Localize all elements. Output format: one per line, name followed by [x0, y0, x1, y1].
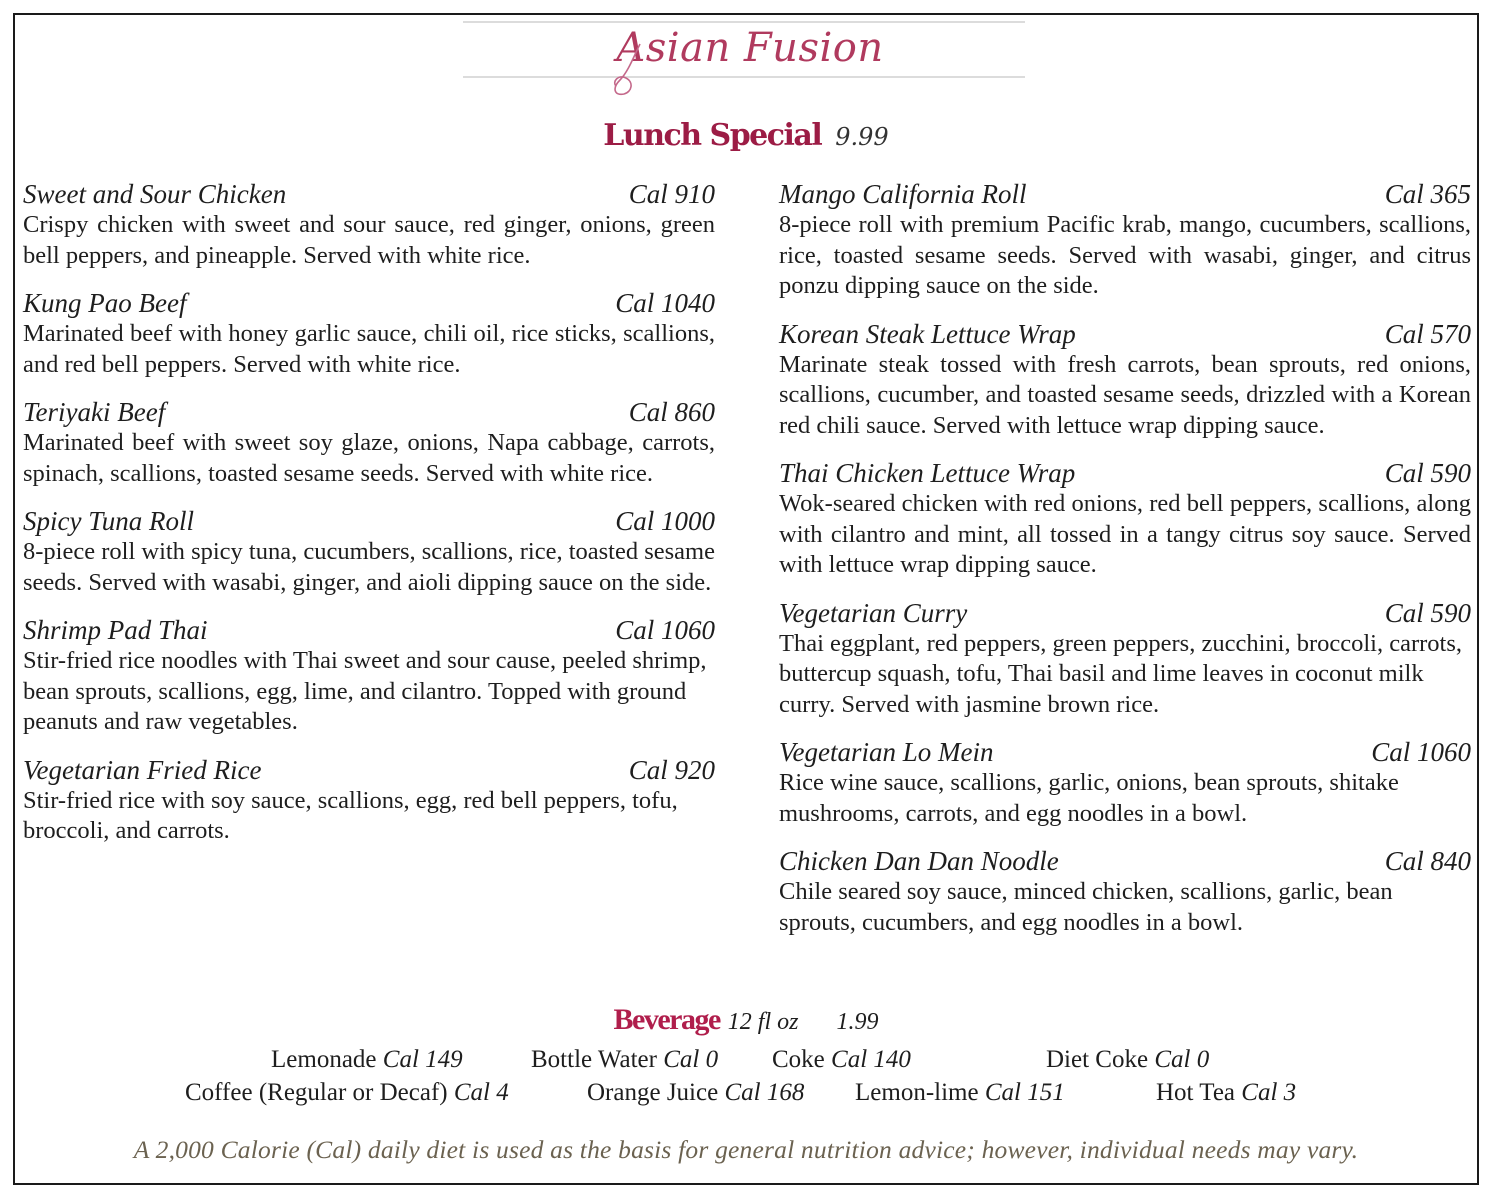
item-name: Shrimp Pad Thai	[23, 615, 208, 645]
beverage-name: Coke	[772, 1046, 825, 1073]
decorative-swirl-icon	[610, 36, 650, 96]
item-calories: Cal 590	[1384, 597, 1471, 628]
menu-item	[23, 505, 715, 598]
item-description: Wok-seared chicken with red onions, red bell peppers, scallions, along with cilantro and mint, all tossed in a tangy citrus soy sauce. Served with lettuce wrap dipping sauce.	[779, 490, 1471, 578]
beverage-name: Hot Tea	[1156, 1079, 1236, 1106]
menu-item	[23, 178, 715, 271]
menu-item	[23, 614, 715, 738]
item-name: Vegetarian Lo Mein	[779, 737, 994, 767]
beverage-name: Orange Juice	[587, 1079, 719, 1106]
item-name: Vegetarian Curry	[779, 597, 968, 628]
item-name: Chicken Dan Dan Noodle	[779, 846, 1059, 876]
menu-column-left	[23, 178, 715, 863]
item-name: Thai Chicken Lettuce Wrap	[779, 458, 1076, 488]
beverage-row-1	[0, 1044, 1492, 1076]
item-name: Korean Steak Lettuce Wrap	[779, 318, 1076, 349]
beverage-size: 12 fl oz	[727, 1009, 799, 1035]
item-calories: Cal 920	[628, 754, 715, 785]
item-description: Marinated beef with sweet soy glaze, onions, Napa cabbage, carrots, spinach, scallions, toasted sesame seeds. Served with white rice.	[23, 429, 715, 487]
menu-item	[779, 736, 1471, 829]
beverage-row-2	[0, 1077, 1492, 1109]
item-name: Teriyaki Beef	[23, 397, 166, 427]
item-description: Thai eggplant, red peppers, green peppers, zucchini, broccoli, carrots, buttercup squash, tofu, Thai basil and lime leaves in coconut milk curry. Served with jasmine brown rice.	[779, 629, 1462, 718]
item-name: Spicy Tuna Roll	[23, 506, 194, 536]
item-calories: Cal 910	[628, 179, 715, 209]
item-name: Sweet and Sour Chicken	[23, 179, 287, 209]
item-calories: Cal 1040	[615, 288, 715, 318]
item-calories: Cal 570	[1384, 318, 1471, 349]
item-calories: Cal 1060	[615, 615, 715, 645]
menu-column-right	[779, 178, 1471, 954]
beverage-label: Beverage	[613, 1003, 720, 1036]
menu-title-text: Asian Fusion	[616, 25, 884, 71]
beverage-item	[1046, 1044, 1209, 1076]
menu-item	[779, 178, 1471, 302]
menu-item	[779, 457, 1471, 581]
menu-item	[23, 396, 715, 489]
lunch-special-label: Lunch Special	[603, 118, 822, 153]
menu-title	[600, 22, 900, 74]
beverage-calories: Cal 140	[831, 1046, 911, 1073]
beverage-item	[531, 1044, 718, 1076]
item-name: Vegetarian Fried Rice	[23, 754, 262, 785]
item-description: 8-piece roll with spicy tuna, cucumbers, scallions, rice, toasted sesame seeds. Served with wasabi, ginger, and aioli dipping sauce on the side.	[23, 538, 715, 596]
beverage-calories: Cal 168	[724, 1079, 805, 1106]
beverage-item	[185, 1077, 509, 1109]
item-description: Chile seared soy sauce, minced chicken, scallions, garlic, bean sprouts, cucumbers, and egg noodles in a bowl.	[779, 878, 1393, 936]
beverage-calories: Cal 4	[453, 1079, 509, 1106]
item-calories: Cal 1060	[1371, 737, 1471, 767]
menu-item	[779, 845, 1471, 938]
beverage-calories: Cal 0	[1154, 1046, 1210, 1073]
item-description: Rice wine sauce, scallions, garlic, onions, bean sprouts, shitake mushrooms, carrots, and egg noodles in a bowl.	[779, 769, 1399, 827]
beverage-name: Lemonade	[271, 1046, 377, 1073]
item-description: 8-piece roll with premium Pacific krab, mango, cucumbers, scallions, rice, toasted sesame seeds. Served with wasabi, ginger, and citrus ponzu dipping sauce on the side.	[779, 211, 1471, 299]
item-description: Marinated beef with honey garlic sauce, chili oil, rice sticks, scallions, and red bell peppers. Served with white rice.	[23, 320, 715, 378]
lunch-special-header	[0, 118, 1492, 153]
beverage-item	[1156, 1077, 1296, 1109]
menu-item	[23, 754, 715, 847]
item-description: Stir-fried rice with soy sauce, scallions, egg, red bell peppers, tofu, broccoli, and carrots.	[23, 786, 678, 844]
item-name: Kung Pao Beef	[23, 288, 187, 318]
menu-item	[779, 318, 1471, 442]
beverage-calories: Cal 0	[663, 1046, 719, 1073]
beverage-name: Lemon-lime	[855, 1079, 979, 1106]
menu-item	[779, 597, 1471, 721]
beverage-item	[855, 1077, 1065, 1109]
item-description: Stir-fried rice noodles with Thai sweet and sour cause, peeled shrimp, bean sprouts, scallions, egg, lime, and cilantro. Topped with ground peanuts and raw vegetables.	[23, 647, 707, 735]
title-rule-bottom	[463, 76, 1025, 78]
beverage-calories: Cal 3	[1241, 1079, 1297, 1106]
lunch-special-price: 9.99	[835, 123, 889, 151]
beverage-calories: Cal 149	[382, 1046, 463, 1073]
beverage-item	[271, 1044, 463, 1076]
item-calories: Cal 590	[1384, 458, 1471, 488]
beverage-name: Bottle Water	[531, 1046, 657, 1073]
menu-item	[23, 287, 715, 380]
item-calories: Cal 840	[1384, 846, 1471, 876]
beverage-name: Diet Coke	[1046, 1046, 1149, 1073]
beverage-item	[772, 1044, 911, 1076]
beverage-header	[0, 1003, 1492, 1037]
beverage-price: 1.99	[836, 1009, 879, 1035]
item-calories: Cal 860	[628, 397, 715, 427]
item-calories: Cal 1000	[615, 506, 715, 536]
item-calories: Cal 365	[1384, 179, 1471, 209]
item-description: Crispy chicken with sweet and sour sauce, red ginger, onions, green bell peppers, and pineapple. Served with white rice.	[23, 211, 715, 269]
item-name: Mango California Roll	[779, 179, 1027, 209]
beverage-calories: Cal 151	[984, 1079, 1065, 1106]
nutrition-disclaimer: A 2,000 Calorie (Cal) daily diet is used as the basis for general nutrition advice; however, individual needs may vary.	[133, 1135, 1359, 1164]
beverage-name: Coffee (Regular or Decaf)	[185, 1079, 448, 1106]
item-description: Marinate steak tossed with fresh carrots, bean sprouts, red onions, scallions, cucumber, and toasted sesame seeds, drizzled with a Korean red chili sauce. Served with lettuce wrap dipping sauce.	[779, 350, 1471, 439]
beverage-item	[587, 1077, 804, 1109]
